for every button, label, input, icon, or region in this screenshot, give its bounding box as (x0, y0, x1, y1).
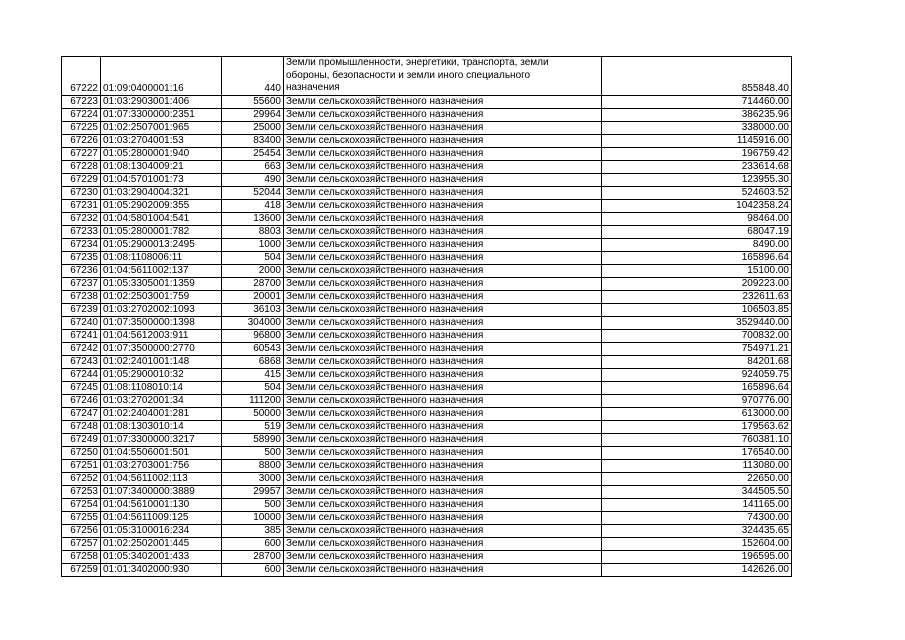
table-row (62, 434, 792, 447)
table-row (62, 486, 792, 499)
cadastral-number-cell: 01:08:1108010:14 (101, 382, 222, 395)
cadastral-value-cell: 760381.10 (602, 434, 792, 447)
area-cell: 50000 (222, 408, 284, 421)
cadastral-number-cell: 01:04:5611002:113 (101, 473, 222, 486)
area-cell: 52044 (222, 187, 284, 200)
table-row (62, 148, 792, 161)
cadastral-value-cell: 98464.00 (602, 213, 792, 226)
row-id-cell: 67251 (62, 460, 101, 473)
table-row (62, 408, 792, 421)
cadastral-number-cell: 01:08:1303010:14 (101, 421, 222, 434)
area-cell: 385 (222, 525, 284, 538)
area-cell: 504 (222, 382, 284, 395)
land-category-cell: Земли сельскохозяйственного назначения (284, 109, 602, 122)
cadastral-value-cell: 74300.00 (602, 512, 792, 525)
row-id-cell: 67246 (62, 395, 101, 408)
table-row (62, 473, 792, 486)
row-id-cell: 67245 (62, 382, 101, 395)
cadastral-value-cell: 924059.75 (602, 369, 792, 382)
cadastral-value-cell: 970776.00 (602, 395, 792, 408)
area-cell: 1000 (222, 239, 284, 252)
table-row (62, 57, 792, 96)
cadastral-value-cell: 176540.00 (602, 447, 792, 460)
area-cell: 96800 (222, 330, 284, 343)
cadastral-value-cell: 165896.64 (602, 382, 792, 395)
cadastral-number-cell: 01:04:5701001:73 (101, 174, 222, 187)
row-id-cell: 67233 (62, 226, 101, 239)
table-row (62, 369, 792, 382)
table-row (62, 239, 792, 252)
land-category-cell: Земли сельскохозяйственного назначения (284, 187, 602, 200)
table-row (62, 447, 792, 460)
area-cell: 60543 (222, 343, 284, 356)
cadastral-number-cell: 01:09:0400001:16 (101, 57, 222, 96)
cadastral-number-cell: 01:04:5611002:137 (101, 265, 222, 278)
table-row (62, 278, 792, 291)
land-category-cell: Земли сельскохозяйственного назначения (284, 200, 602, 213)
cadastral-number-cell: 01:01:3402000:930 (101, 564, 222, 577)
area-cell: 25000 (222, 122, 284, 135)
row-id-cell: 67223 (62, 96, 101, 109)
land-category-cell: Земли сельскохозяйственного назначения (284, 252, 602, 265)
area-cell: 25454 (222, 148, 284, 161)
cadastral-number-cell: 01:04:5801004:541 (101, 213, 222, 226)
cadastral-number-cell: 01:03:2704001:53 (101, 135, 222, 148)
cadastral-number-cell: 01:05:2800001:940 (101, 148, 222, 161)
cadastral-number-cell: 01:08:1108006:11 (101, 252, 222, 265)
row-id-cell: 67228 (62, 161, 101, 174)
land-category-cell: Земли сельскохозяйственного назначения (284, 382, 602, 395)
area-cell: 500 (222, 447, 284, 460)
area-cell: 13600 (222, 213, 284, 226)
table-row (62, 343, 792, 356)
area-cell: 3000 (222, 473, 284, 486)
cadastral-number-cell: 01:04:5610001:130 (101, 499, 222, 512)
cadastral-value-cell: 165896.64 (602, 252, 792, 265)
cadastral-value-cell: 141165.00 (602, 499, 792, 512)
cadastral-value-cell: 324435.65 (602, 525, 792, 538)
row-id-cell: 67227 (62, 148, 101, 161)
table-row (62, 96, 792, 109)
row-id-cell: 67259 (62, 564, 101, 577)
cadastral-value-cell: 196759.42 (602, 148, 792, 161)
land-category-cell: Земли сельскохозяйственного назначения (284, 148, 602, 161)
row-id-cell: 67231 (62, 200, 101, 213)
table-row (62, 265, 792, 278)
land-category-cell: Земли сельскохозяйственного назначения (284, 447, 602, 460)
cadastral-value-cell: 15100.00 (602, 265, 792, 278)
cadastral-number-cell: 01:05:3402001:433 (101, 551, 222, 564)
land-category-cell: Земли сельскохозяйственного назначения (284, 291, 602, 304)
area-cell: 490 (222, 174, 284, 187)
area-cell: 600 (222, 538, 284, 551)
table-row (62, 109, 792, 122)
row-id-cell: 67236 (62, 265, 101, 278)
cadastral-value-cell: 754971.21 (602, 343, 792, 356)
row-id-cell: 67248 (62, 421, 101, 434)
area-cell: 29957 (222, 486, 284, 499)
area-cell: 58990 (222, 434, 284, 447)
cadastral-number-cell: 01:07:3400000:3889 (101, 486, 222, 499)
cadastral-value-cell: 700832.00 (602, 330, 792, 343)
table-row (62, 382, 792, 395)
table-row (62, 174, 792, 187)
cadastral-value-cell: 152604.00 (602, 538, 792, 551)
cadastral-number-cell: 01:02:2401001:148 (101, 356, 222, 369)
cadastral-value-cell: 1042358.24 (602, 200, 792, 213)
table-row (62, 187, 792, 200)
land-category-cell: Земли сельскохозяйственного назначения (284, 343, 602, 356)
cadastral-value-cell: 714460.00 (602, 96, 792, 109)
row-id-cell: 67229 (62, 174, 101, 187)
cadastral-value-cell: 196595.00 (602, 551, 792, 564)
area-cell: 111200 (222, 395, 284, 408)
table-body (62, 57, 792, 577)
area-cell: 29964 (222, 109, 284, 122)
area-cell: 440 (222, 57, 284, 96)
cadastral-number-cell: 01:03:2702001:34 (101, 395, 222, 408)
cadastral-number-cell: 01:03:2904004:321 (101, 187, 222, 200)
cadastral-value-cell: 68047.19 (602, 226, 792, 239)
row-id-cell: 67232 (62, 213, 101, 226)
land-category-cell: Земли сельскохозяйственного назначения (284, 330, 602, 343)
cadastral-value-cell: 233614.68 (602, 161, 792, 174)
table-row (62, 291, 792, 304)
table-row (62, 304, 792, 317)
cadastral-value-cell: 3529440.00 (602, 317, 792, 330)
area-cell: 28700 (222, 278, 284, 291)
cadastral-value-cell: 232611.63 (602, 291, 792, 304)
area-cell: 8800 (222, 460, 284, 473)
cadastral-value-cell: 344505.50 (602, 486, 792, 499)
cadastral-number-cell: 01:07:3300000:2351 (101, 109, 222, 122)
land-category-cell: Земли сельскохозяйственного назначения (284, 317, 602, 330)
table-row (62, 213, 792, 226)
area-cell: 28700 (222, 551, 284, 564)
land-category-cell: Земли сельскохозяйственного назначения (284, 512, 602, 525)
table-row (62, 200, 792, 213)
row-id-cell: 67239 (62, 304, 101, 317)
table-row (62, 356, 792, 369)
row-id-cell: 67257 (62, 538, 101, 551)
row-id-cell: 67222 (62, 57, 101, 96)
row-id-cell: 67243 (62, 356, 101, 369)
table-row (62, 551, 792, 564)
area-cell: 663 (222, 161, 284, 174)
cadastral-value-cell: 855848.40 (602, 57, 792, 96)
table-row (62, 161, 792, 174)
area-cell: 20001 (222, 291, 284, 304)
table-row (62, 317, 792, 330)
area-cell: 36103 (222, 304, 284, 317)
table-row (62, 330, 792, 343)
cadastral-number-cell: 01:04:5506001:501 (101, 447, 222, 460)
area-cell: 304000 (222, 317, 284, 330)
land-category-cell: Земли сельскохозяйственного назначения (284, 304, 602, 317)
area-cell: 415 (222, 369, 284, 382)
cadastral-number-cell: 01:05:3100016:234 (101, 525, 222, 538)
cadastral-number-cell: 01:07:3500000:1398 (101, 317, 222, 330)
cadastral-number-cell: 01:03:2903001:406 (101, 96, 222, 109)
land-category-cell: Земли сельскохозяйственного назначения (284, 395, 602, 408)
row-id-cell: 67240 (62, 317, 101, 330)
row-id-cell: 67253 (62, 486, 101, 499)
cadastral-number-cell: 01:02:2502001:445 (101, 538, 222, 551)
row-id-cell: 67258 (62, 551, 101, 564)
land-category-cell: Земли сельскохозяйственного назначения (284, 278, 602, 291)
cadastral-value-cell: 524603.52 (602, 187, 792, 200)
area-cell: 500 (222, 499, 284, 512)
cadastral-number-cell: 01:07:3300000:3217 (101, 434, 222, 447)
land-category-cell: Земли сельскохозяйственного назначения (284, 135, 602, 148)
row-id-cell: 67234 (62, 239, 101, 252)
area-cell: 8803 (222, 226, 284, 239)
cadastral-value-cell: 106503.85 (602, 304, 792, 317)
row-id-cell: 67247 (62, 408, 101, 421)
cadastral-number-cell: 01:02:2507001:965 (101, 122, 222, 135)
cadastral-number-cell: 01:03:2703001:756 (101, 460, 222, 473)
land-category-cell: Земли сельскохозяйственного назначения (284, 174, 602, 187)
table-row (62, 252, 792, 265)
table-row (62, 226, 792, 239)
area-cell: 600 (222, 564, 284, 577)
cadastral-value-cell: 123955.30 (602, 174, 792, 187)
cadastral-value-cell: 338000.00 (602, 122, 792, 135)
row-id-cell: 67252 (62, 473, 101, 486)
land-category-cell: Земли сельскохозяйственного назначения (284, 369, 602, 382)
area-cell: 519 (222, 421, 284, 434)
table-row (62, 512, 792, 525)
row-id-cell: 67250 (62, 447, 101, 460)
row-id-cell: 67238 (62, 291, 101, 304)
land-category-cell: Земли сельскохозяйственного назначения (284, 525, 602, 538)
cadastral-value-cell: 113080.00 (602, 460, 792, 473)
row-id-cell: 67244 (62, 369, 101, 382)
area-cell: 418 (222, 200, 284, 213)
cadastral-value-cell: 1145916.00 (602, 135, 792, 148)
area-cell: 2000 (222, 265, 284, 278)
land-category-cell: Земли сельскохозяйственного назначения (284, 226, 602, 239)
cadastral-number-cell: 01:02:2404001:281 (101, 408, 222, 421)
table-row (62, 395, 792, 408)
row-id-cell: 67225 (62, 122, 101, 135)
cadastral-number-cell: 01:04:5611009:125 (101, 512, 222, 525)
cadastral-value-cell: 84201.68 (602, 356, 792, 369)
row-id-cell: 67224 (62, 109, 101, 122)
table-row (62, 499, 792, 512)
area-cell: 504 (222, 252, 284, 265)
table-row (62, 122, 792, 135)
row-id-cell: 67235 (62, 252, 101, 265)
cadastral-value-cell: 142626.00 (602, 564, 792, 577)
cadastral-number-cell: 01:08:1304009:21 (101, 161, 222, 174)
cadastral-value-cell: 613000.00 (602, 408, 792, 421)
table-row (62, 564, 792, 577)
cadastral-number-cell: 01:02:2503001:759 (101, 291, 222, 304)
cadastral-value-table (61, 56, 792, 577)
land-category-cell: Земли сельскохозяйственного назначения (284, 408, 602, 421)
land-category-cell: Земли сельскохозяйственного назначения (284, 421, 602, 434)
area-cell: 83400 (222, 135, 284, 148)
land-category-cell: Земли сельскохозяйственного назначения (284, 213, 602, 226)
cadastral-number-cell: 01:05:3305001:1359 (101, 278, 222, 291)
row-id-cell: 67241 (62, 330, 101, 343)
row-id-cell: 67255 (62, 512, 101, 525)
land-category-cell: Земли сельскохозяйственного назначения (284, 538, 602, 551)
table-row (62, 135, 792, 148)
land-category-cell: Земли сельскохозяйственного назначения (284, 161, 602, 174)
cadastral-number-cell: 01:03:2702002:1093 (101, 304, 222, 317)
land-category-cell: Земли сельскохозяйственного назначения (284, 265, 602, 278)
cadastral-number-cell: 01:05:2902009:355 (101, 200, 222, 213)
table-row (62, 538, 792, 551)
cadastral-value-cell: 8490.00 (602, 239, 792, 252)
cadastral-number-cell: 01:07:3500000:2770 (101, 343, 222, 356)
land-category-cell: Земли сельскохозяйственного назначения (284, 473, 602, 486)
cadastral-value-cell: 22650.00 (602, 473, 792, 486)
row-id-cell: 67230 (62, 187, 101, 200)
row-id-cell: 67237 (62, 278, 101, 291)
area-cell: 55600 (222, 96, 284, 109)
row-id-cell: 67254 (62, 499, 101, 512)
area-cell: 10000 (222, 512, 284, 525)
table-row (62, 421, 792, 434)
table-row (62, 525, 792, 538)
row-id-cell: 67256 (62, 525, 101, 538)
land-category-cell: Земли сельскохозяйственного назначения (284, 499, 602, 512)
row-id-cell: 67249 (62, 434, 101, 447)
cadastral-number-cell: 01:05:2900010:32 (101, 369, 222, 382)
cadastral-number-cell: 01:05:2800001:782 (101, 226, 222, 239)
land-category-cell: Земли сельскохозяйственного назначения (284, 486, 602, 499)
cadastral-number-cell: 01:05:2900013:2495 (101, 239, 222, 252)
land-category-cell: Земли промышленности, энергетики, транспорта, земли обороны, безопасности и земли иного специального назначения (284, 57, 602, 96)
row-id-cell: 67242 (62, 343, 101, 356)
cadastral-value-cell: 386235.96 (602, 109, 792, 122)
row-id-cell: 67226 (62, 135, 101, 148)
cadastral-value-cell: 209223.00 (602, 278, 792, 291)
area-cell: 6868 (222, 356, 284, 369)
land-category-cell: Земли сельскохозяйственного назначения (284, 96, 602, 109)
land-category-cell: Земли сельскохозяйственного назначения (284, 434, 602, 447)
land-category-cell: Земли сельскохозяйственного назначения (284, 239, 602, 252)
land-category-cell: Земли сельскохозяйственного назначения (284, 551, 602, 564)
land-category-cell: Земли сельскохозяйственного назначения (284, 122, 602, 135)
cadastral-value-cell: 179563.62 (602, 421, 792, 434)
land-category-cell: Земли сельскохозяйственного назначения (284, 356, 602, 369)
table-row (62, 460, 792, 473)
land-category-cell: Земли сельскохозяйственного назначения (284, 564, 602, 577)
land-category-cell: Земли сельскохозяйственного назначения (284, 460, 602, 473)
cadastral-number-cell: 01:04:5612003:911 (101, 330, 222, 343)
